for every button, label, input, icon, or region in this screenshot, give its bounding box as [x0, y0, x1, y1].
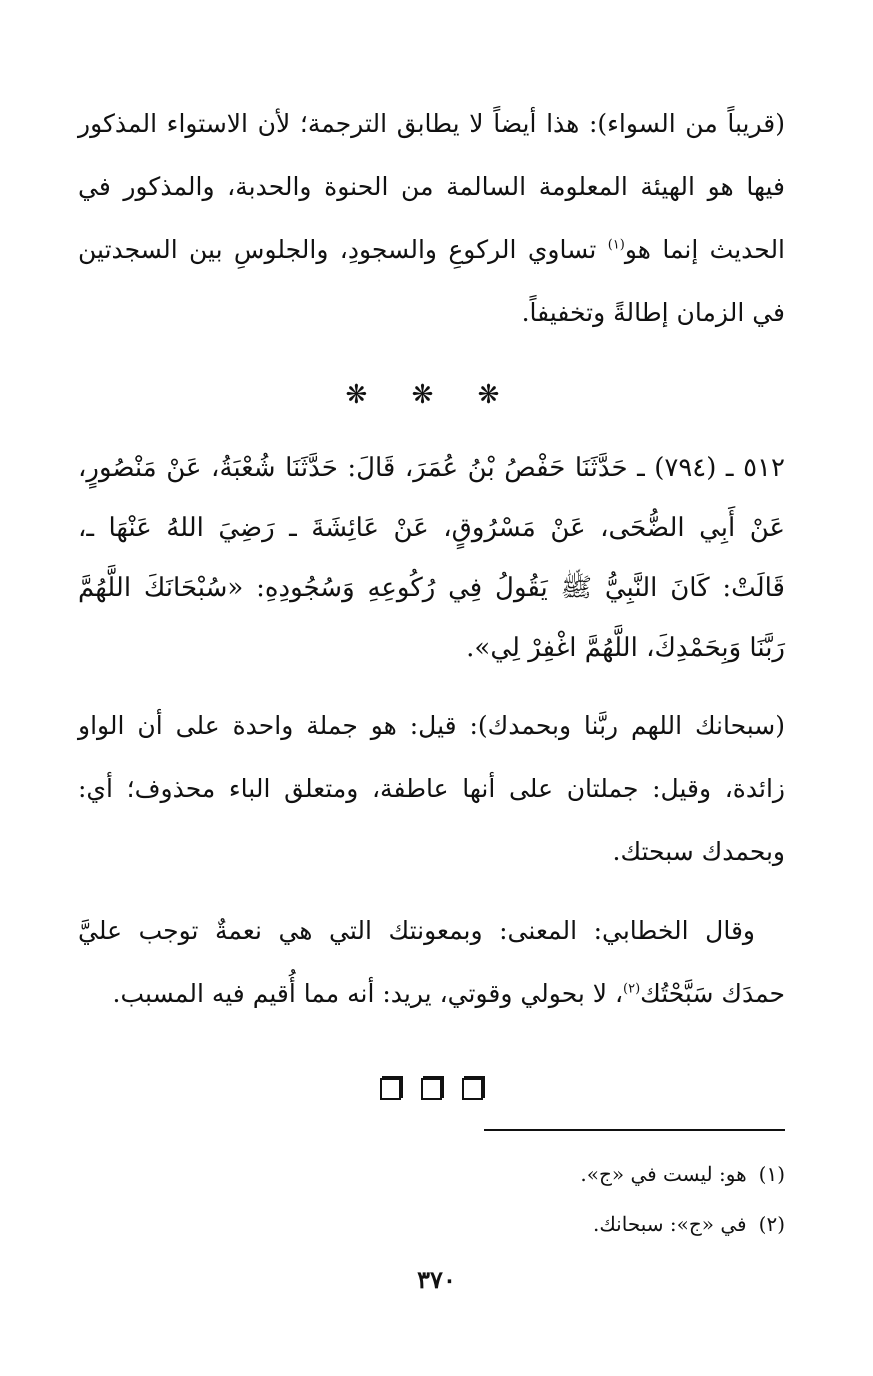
page-body	[78, 92, 785, 1103]
footnote-ref-2[interactable]: (٢)	[623, 981, 641, 997]
paragraph-text: ، لا بحولي وقوتي، يريد: أنه مما أُقيم فيه المسبب.	[112, 979, 624, 1008]
paragraph-text: تساوي الركوعِ والسجودِ، والجلوسِ بين السجدتين في الزمان إطالةً وتخفيفاً.	[78, 235, 785, 327]
paragraph-commentary-3	[78, 899, 785, 1025]
section-separator-stars: ❋ ❋ ❋	[345, 380, 518, 410]
footnote-ref-1[interactable]: (١)	[607, 237, 625, 253]
footnote-number: (٢)	[758, 1212, 785, 1236]
paragraph-commentary-1	[78, 92, 785, 344]
footnote-1	[285, 1149, 785, 1199]
footnotes	[285, 1149, 785, 1249]
ornament-box	[462, 1078, 483, 1100]
page-number: ٣٧٠	[417, 1265, 456, 1294]
paragraph-text: (قريباً من السواء): هذا أيضاً لا يطابق الترجمة؛ لأن الاستواء المذكور فيها هو الهيئة المعلومة السالمة من الحنوة والحدبة، والمذكور في الحديث إنما هو	[78, 109, 786, 264]
paragraph-commentary-2: (سبحانك اللهم ربَّنا وبحمدك): قيل: هو جملة واحدة على أن الواو زائدة، وقيل: جملتان على أنها عاطفة، ومتعلق الباء محذوف؛ أي: وبحمدك سبحتك.	[78, 711, 785, 866]
footnote-2	[285, 1199, 785, 1249]
hadith-text: ٥١٢ ـ (٧٩٤) ـ حَدَّثَنَا حَفْصُ بْنُ عُمَرَ، قَالَ: حَدَّثَنَا شُعْبَةُ، عَنْ مَنْصُورٍ، عَنْ أَبِي الضُّحَى، عَنْ مَسْرُوقٍ، عَنْ عَائِشَةَ ـ رَضِيَ اللهُ عَنْهَا ـ، قَالَتْ: كَانَ النَّبِيُّ ﷺ يَقُولُ فِي رُكُوعِهِ وَسُجُودِهِ: «سُبْحَانَكَ اللَّهُمَّ رَبَّنَا وَبِحَمْدِكَ، اللَّهُمَّ اغْفِرْ لِي».	[78, 453, 785, 663]
paragraph-text: وقال الخطابي: المعنى: وبمعونتك التي هي نعمةٌ توجب عليَّ حمدَك سَبَّحْتُك	[78, 916, 785, 1008]
ornament-box	[380, 1078, 401, 1100]
footnote-number: (١)	[758, 1162, 785, 1186]
footnote-text: في «ج»: سبحانك.	[592, 1212, 747, 1236]
ornament-box	[421, 1078, 442, 1100]
footnote-text: هو: ليست في «ج».	[580, 1162, 747, 1186]
section-end-ornament	[78, 1073, 785, 1103]
footnote-divider	[484, 1129, 785, 1131]
